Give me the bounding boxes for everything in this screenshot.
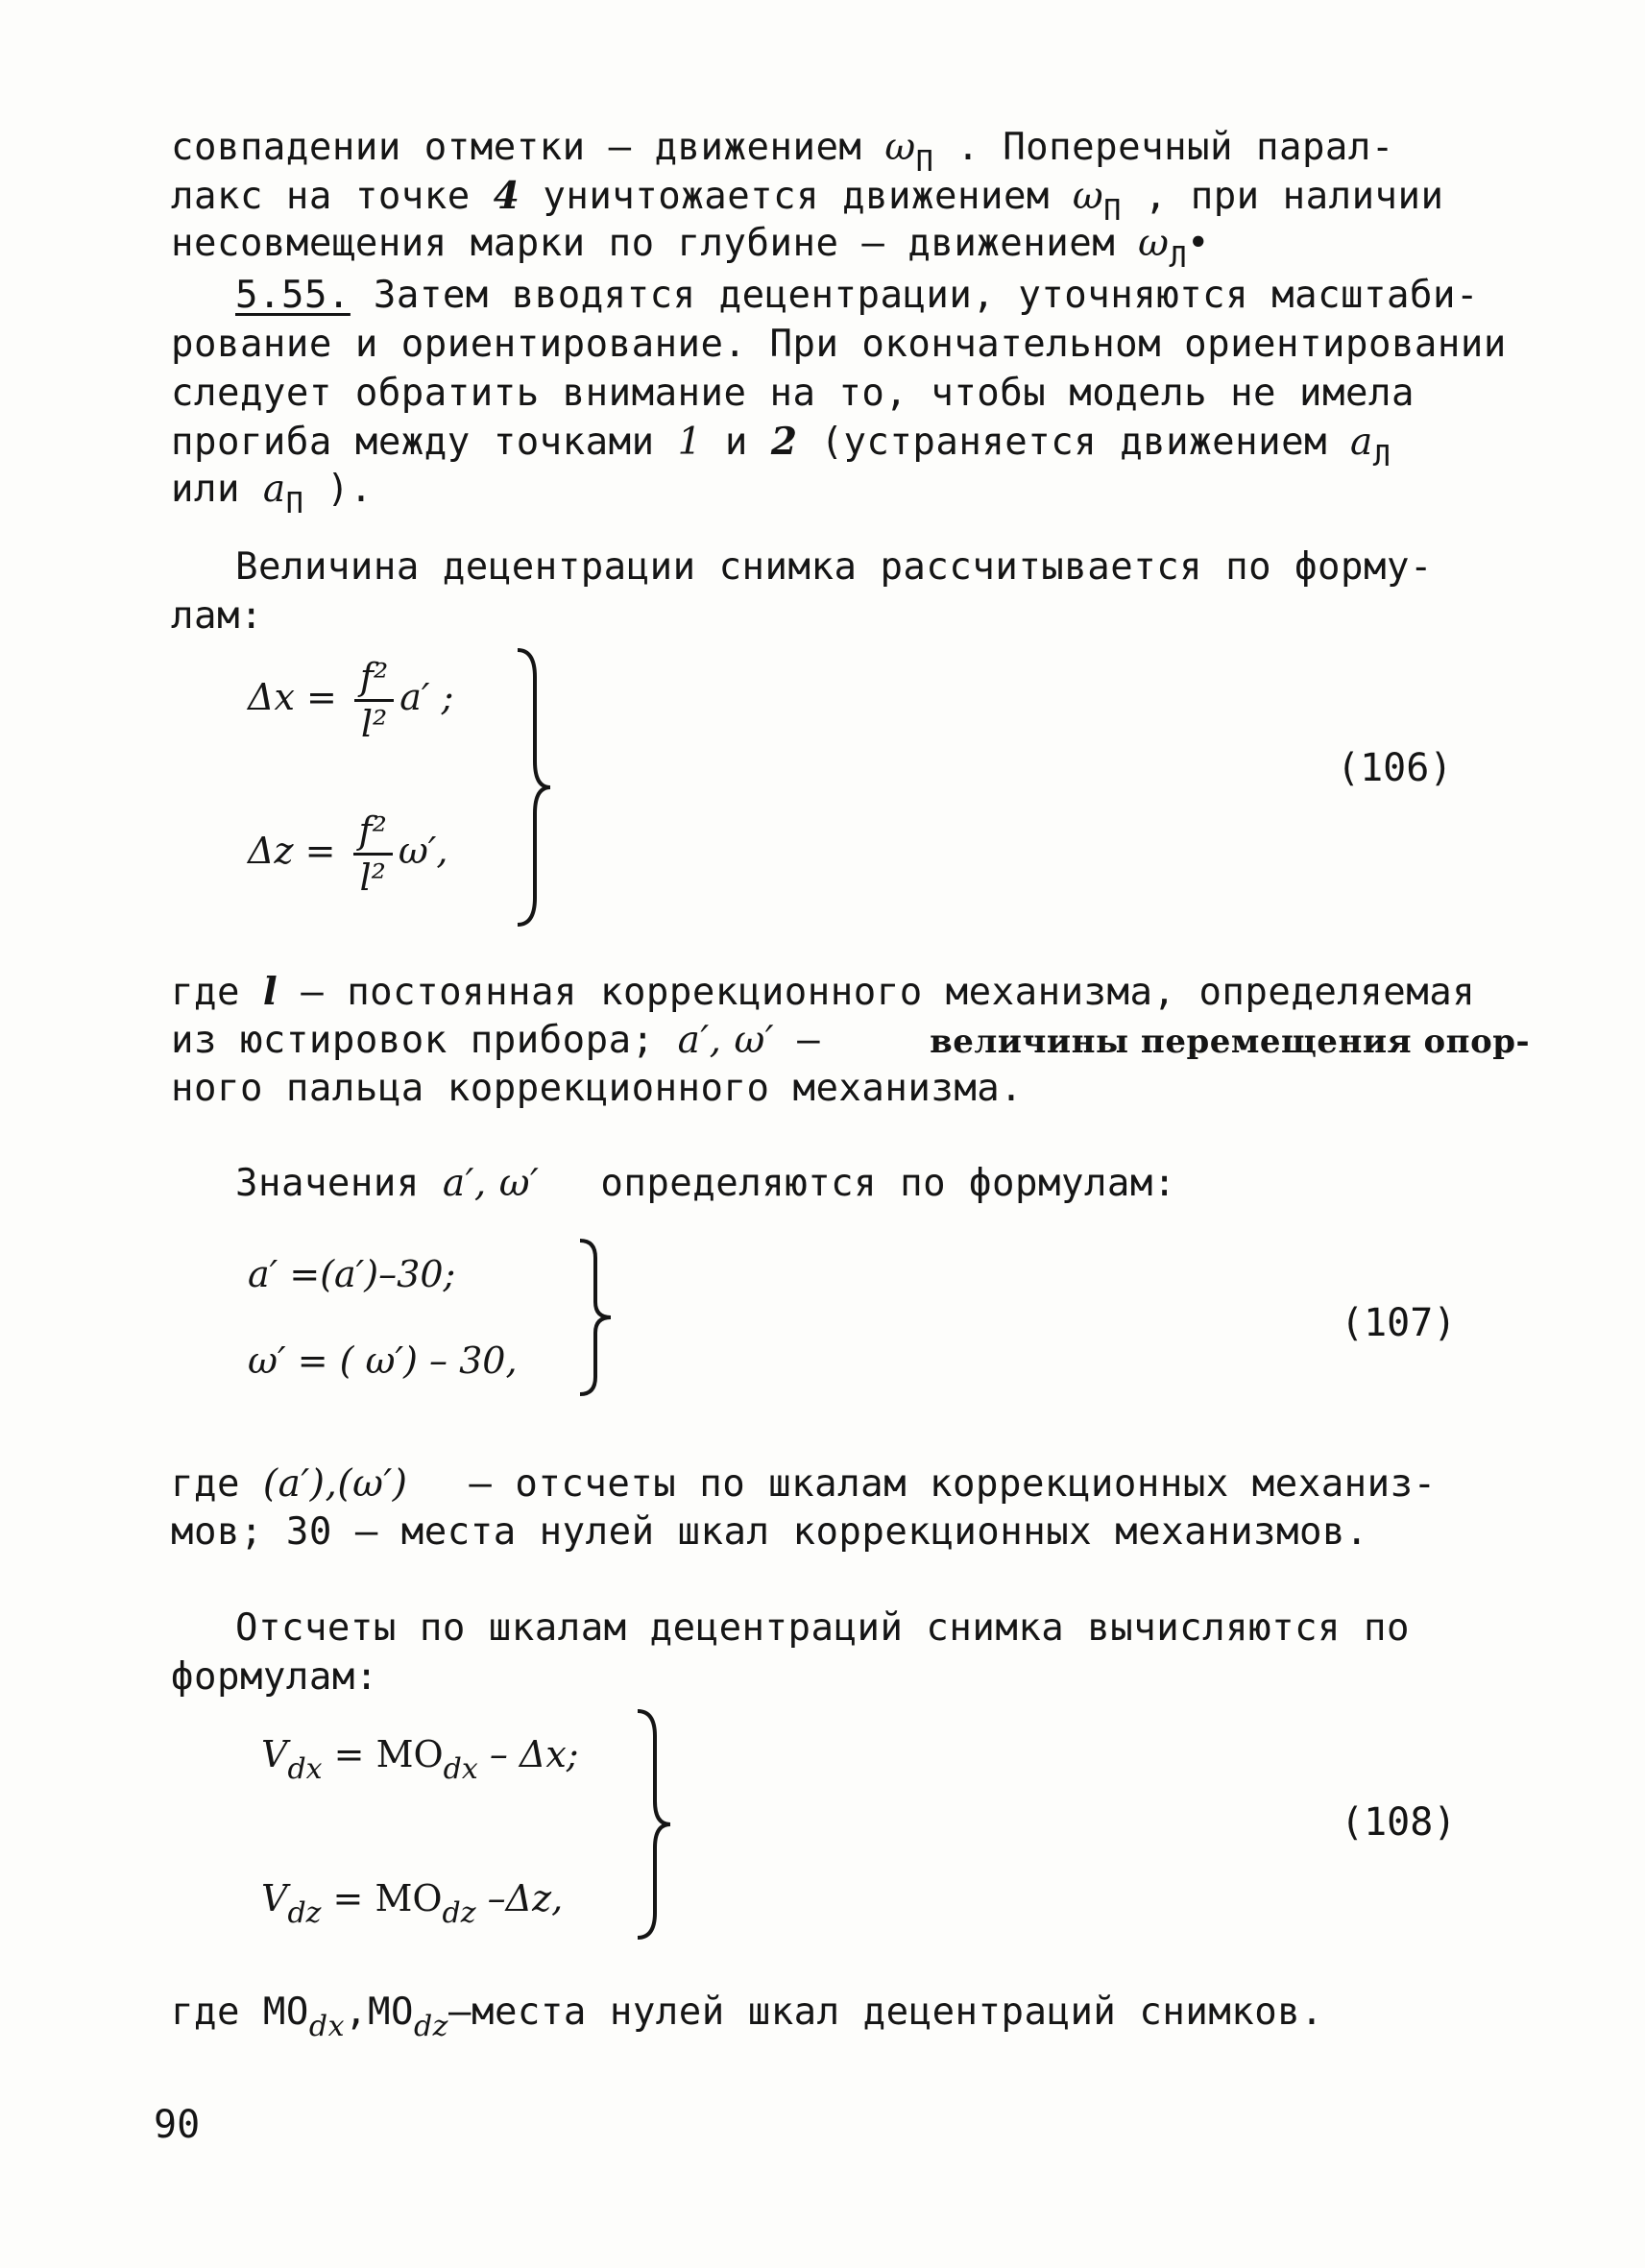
text-line: из юстировок прибора; a′, ω′ – величины перемещения опор- <box>171 1019 1531 1062</box>
equation-107-line2: ω′ = ( ω′) – 30, <box>248 1339 518 1382</box>
section-number: 5.55. <box>235 274 351 317</box>
text-line: лам: <box>171 594 263 638</box>
text-line: рование и ориентирование. При окончательном ориентировании <box>171 323 1507 366</box>
equation-106-line2: Δz = $\frac{\text{f²}}{\text{l²}}$ ω′, <box>248 809 448 899</box>
equation-number-108: (108) <box>1341 1800 1457 1845</box>
text-line: формулам: <box>171 1655 378 1699</box>
page-number: 90 <box>154 2103 201 2147</box>
text-line: или $a_П$ ). <box>171 468 374 520</box>
text-line: Величина децентрации снимка рассчитывается по форму- <box>235 545 1433 589</box>
text-line: 5.55. Затем вводятся децентрации, уточняются масштаби- <box>235 274 1479 317</box>
text-line: ного пальца коррекционного механизма. <box>171 1067 1024 1110</box>
text-line: где (a′),(ω′) – отсчеты по шкалам коррекционных механиз- <box>171 1462 1437 1506</box>
equation-number-106: (106) <box>1337 746 1453 790</box>
text-line: Отсчеты по шкалам децентраций снимка вычисляются по <box>235 1606 1410 1650</box>
equation-107-line1: a′ =(a′)–30; <box>248 1253 456 1295</box>
text-line: совпадении отметки – движением $\omega_П$ . Поперечный парал- <box>171 126 1394 179</box>
text-line: где $MO_{dx},MO_{dz}$–места нулей шкал децентраций снимков. <box>171 1991 1324 2043</box>
equation-108-line1: $V_{dx} = MO_{dx} - \Delta x$; <box>261 1733 579 1786</box>
right-brace-108 <box>634 1709 672 1940</box>
text-line: несовмещения марки по глубине – движением $\omega_Л•$ <box>171 222 1211 275</box>
text-line: следует обратить внимание на то, чтобы модель не имела <box>171 372 1415 415</box>
right-brace-107 <box>576 1239 615 1397</box>
text-line: Значения a′, ω′ определяются по формулам: <box>235 1162 1176 1205</box>
equation-number-107: (107) <box>1341 1301 1457 1345</box>
text-line: прогиба между точками 1 и 2 (устраняется движением $a_Л$ <box>171 420 1391 473</box>
text-line: где l – постоянная коррекционного механизма, определяемая <box>171 970 1476 1014</box>
equation-106-line1: Δx = $\frac{\text{f²}}{\text{l²}}$ a′ ; <box>248 656 454 745</box>
right-brace-106 <box>514 648 552 927</box>
text-line: мов; 30 – места нулей шкал коррекционных механизмов. <box>171 1510 1368 1554</box>
text-line: лакс на точке 4 уничтожается движением $\omega_П$ , при наличии <box>171 174 1444 228</box>
equation-108-line2: $V_{dz} = MO_{dz}$ –Δz, <box>261 1877 564 1930</box>
